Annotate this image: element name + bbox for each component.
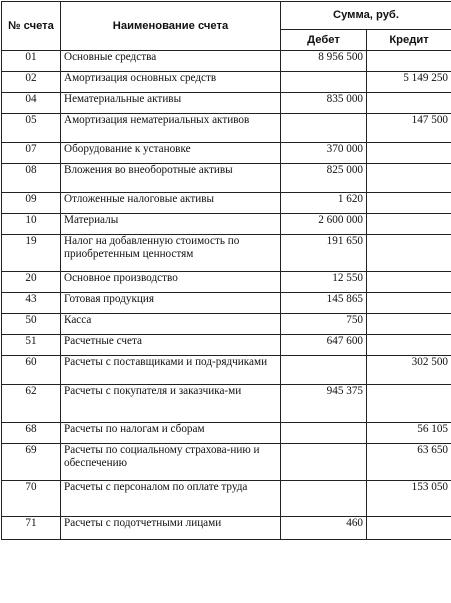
table-row bbox=[2, 235, 451, 272]
account-code-cell: 60 bbox=[2, 356, 61, 385]
credit-cell bbox=[367, 385, 451, 423]
header-account-name: Наименование счета bbox=[61, 2, 281, 51]
table-row bbox=[2, 423, 451, 444]
account-code-cell: 07 bbox=[2, 143, 61, 164]
credit-cell bbox=[367, 293, 451, 314]
credit-cell: 5 149 250 bbox=[367, 72, 451, 93]
debit-cell: 12 550 bbox=[281, 272, 367, 293]
accounts-table bbox=[1, 1, 451, 540]
debit-cell bbox=[281, 114, 367, 143]
account-code-cell: 70 bbox=[2, 481, 61, 517]
table-row bbox=[2, 356, 451, 385]
account-code-cell: 02 bbox=[2, 72, 61, 93]
credit-cell bbox=[367, 272, 451, 293]
account-code-cell: 10 bbox=[2, 214, 61, 235]
table-body bbox=[2, 51, 451, 540]
credit-cell: 63 650 bbox=[367, 444, 451, 481]
debit-cell: 460 bbox=[281, 517, 367, 540]
account-name-cell: Основное производство bbox=[61, 272, 281, 293]
credit-cell bbox=[367, 214, 451, 235]
account-code-cell: 50 bbox=[2, 314, 61, 335]
account-code-cell: 04 bbox=[2, 93, 61, 114]
header-debit: Дебет bbox=[281, 30, 367, 51]
credit-cell: 56 105 bbox=[367, 423, 451, 444]
table-row bbox=[2, 314, 451, 335]
table-row bbox=[2, 272, 451, 293]
account-code-cell: 69 bbox=[2, 444, 61, 481]
table-row bbox=[2, 143, 451, 164]
debit-cell bbox=[281, 481, 367, 517]
account-code-cell: 05 bbox=[2, 114, 61, 143]
account-name-cell: Нематериальные активы bbox=[61, 93, 281, 114]
debit-cell bbox=[281, 444, 367, 481]
table-row bbox=[2, 114, 451, 143]
header-credit: Кредит bbox=[367, 30, 451, 51]
debit-cell: 370 000 bbox=[281, 143, 367, 164]
credit-cell bbox=[367, 143, 451, 164]
debit-cell bbox=[281, 423, 367, 444]
account-code-cell: 08 bbox=[2, 164, 61, 193]
account-name-cell: Отложенные налоговые активы bbox=[61, 193, 281, 214]
table-row bbox=[2, 51, 451, 72]
credit-cell: 153 050 bbox=[367, 481, 451, 517]
debit-cell: 145 865 bbox=[281, 293, 367, 314]
credit-cell bbox=[367, 314, 451, 335]
account-code-cell: 01 bbox=[2, 51, 61, 72]
credit-cell bbox=[367, 335, 451, 356]
table-row bbox=[2, 193, 451, 214]
account-code-cell: 71 bbox=[2, 517, 61, 540]
debit-cell: 1 620 bbox=[281, 193, 367, 214]
credit-cell bbox=[367, 193, 451, 214]
account-name-cell: Расчеты с персоналом по оплате труда bbox=[61, 481, 281, 517]
header-row-top bbox=[2, 2, 451, 30]
header-account-number: № счета bbox=[2, 2, 61, 51]
debit-cell bbox=[281, 72, 367, 93]
account-code-cell: 20 bbox=[2, 272, 61, 293]
account-name-cell: Расчеты с подотчетными лицами bbox=[61, 517, 281, 540]
debit-cell: 945 375 bbox=[281, 385, 367, 423]
debit-cell: 647 600 bbox=[281, 335, 367, 356]
debit-cell: 8 956 500 bbox=[281, 51, 367, 72]
debit-cell: 835 000 bbox=[281, 93, 367, 114]
account-code-cell: 68 bbox=[2, 423, 61, 444]
credit-cell bbox=[367, 51, 451, 72]
account-name-cell: Расчетные счета bbox=[61, 335, 281, 356]
credit-cell bbox=[367, 164, 451, 193]
account-name-cell: Амортизация нематериальных активов bbox=[61, 114, 281, 143]
account-name-cell: Вложения во внеоборотные активы bbox=[61, 164, 281, 193]
account-name-cell: Основные средства bbox=[61, 51, 281, 72]
credit-cell bbox=[367, 235, 451, 272]
credit-cell bbox=[367, 517, 451, 540]
credit-cell: 147 500 bbox=[367, 114, 451, 143]
account-name-cell: Расчеты по налогам и сборам bbox=[61, 423, 281, 444]
table-row bbox=[2, 444, 451, 481]
debit-cell: 191 650 bbox=[281, 235, 367, 272]
table-row bbox=[2, 93, 451, 114]
account-code-cell: 62 bbox=[2, 385, 61, 423]
table-row bbox=[2, 293, 451, 314]
account-code-cell: 43 bbox=[2, 293, 61, 314]
account-name-cell: Расчеты с покупателя и заказчика-ми bbox=[61, 385, 281, 423]
account-name-cell: Расчеты по социальному страхова-нию и обеспечению bbox=[61, 444, 281, 481]
table-row bbox=[2, 517, 451, 540]
account-code-cell: 19 bbox=[2, 235, 61, 272]
account-name-cell: Налог на добавленную стоимость по приобретенным ценностям bbox=[61, 235, 281, 272]
account-name-cell: Расчеты с поставщиками и под-рядчиками bbox=[61, 356, 281, 385]
header-sum: Сумма, руб. bbox=[281, 2, 451, 30]
account-name-cell: Оборудование к установке bbox=[61, 143, 281, 164]
credit-cell: 302 500 bbox=[367, 356, 451, 385]
debit-cell: 750 bbox=[281, 314, 367, 335]
debit-cell bbox=[281, 356, 367, 385]
debit-cell: 825 000 bbox=[281, 164, 367, 193]
credit-cell bbox=[367, 93, 451, 114]
table-row bbox=[2, 481, 451, 517]
account-name-cell: Готовая продукция bbox=[61, 293, 281, 314]
account-name-cell: Амортизация основных средств bbox=[61, 72, 281, 93]
table-row bbox=[2, 214, 451, 235]
table-row bbox=[2, 164, 451, 193]
debit-cell: 2 600 000 bbox=[281, 214, 367, 235]
table-row bbox=[2, 335, 451, 356]
table-row bbox=[2, 72, 451, 93]
table-header bbox=[2, 2, 451, 51]
account-code-cell: 09 bbox=[2, 193, 61, 214]
account-code-cell: 51 bbox=[2, 335, 61, 356]
table-row bbox=[2, 385, 451, 423]
account-name-cell: Касса bbox=[61, 314, 281, 335]
account-name-cell: Материалы bbox=[61, 214, 281, 235]
